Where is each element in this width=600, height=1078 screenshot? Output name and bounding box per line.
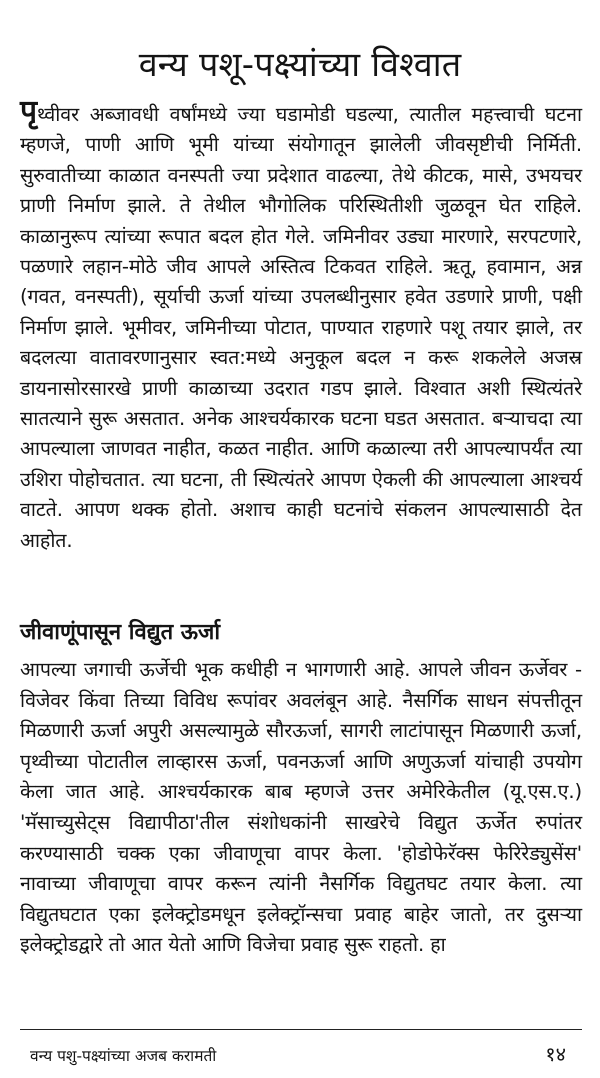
intro-paragraph [20,94,582,556]
page-title: वन्य पशू-पक्ष्यांच्या विश्वात [138,44,462,85]
section-heading: जीवाणूंपासून विद्युत ऊर्जा [20,620,221,645]
page-number: १४ [545,1042,566,1066]
section-paragraph: आपल्या जगाची ऊर्जेची भूक कधीही न भागणारी आहे. आपले जीवन ऊर्जेवर - विजेवर किंवा तिच्या विविध रूपांवर अवलंबून आहे. नैसर्गिक साधन संपत्तीतून मिळणारी ऊर्जा अपुरी असल्यामुळे सौरऊर्जा, सागरी लाटांपासून मिळणारी ऊर्जा, पृथ्वीच्या पोटातील लाव्हारस ऊर्जा, पवनऊर्जा आणि अणुऊर्जा यांचाही उपयोग केला जात आहे. आश्चर्यकारक बाब म्हणजे उत्तर अमेरिकेतील (यू.एस.ए.) 'मॅसाच्युसेट्स विद्यापीठा'तील संशोधकांनी साखरेचे विद्युत ऊर्जेत रुपांतर करण्यासाठी चक्क एका जीवाणूचा वापर केला. 'होडोफेरॅक्स फेरिरेड्युसेंस' नावाच्या जीवाणूचा वापर करून त्यांनी नैसर्गिक विद्युतघट तयार केला. त्या विद्युतघटात एका इलेक्ट्रोडमधून इलेक्ट्रॉन्सचा प्रवाह बाहेर जातो, तर दुसऱ्या इलेक्ट्रोडद्वारे तो आत येतो आणि विजेचा प्रवाह सुरू राहतो. हा [20,658,582,957]
intro-text: थ्वीवर अब्जावधी वर्षांमध्ये ज्या घडामोडी घडल्या, त्यातील महत्त्वाची घटना म्हणजे, पाणी आणि भूमी यांच्या संयोगातून झालेली जीवसृष्टीची निर्मिती. सुरुवातीच्या काळात वनस्पती ज्या प्रदेशात वाढल्या, तेथे कीटक, मासे, उभयचर प्राणी निर्माण झाले. ते तेथील भौगोलिक परिस्थितीशी जुळवून घेत राहिले. काळानुरूप त्यांच्या रूपात बदल होत गेले. जमिनीवर उड्या मारणारे, सरपटणारे, पळणारे लहान-मोठे जीव आपले अस्तित्व टिकवत राहिले. ऋतू, हवामान, अन्न (गवत, वनस्पती), सूर्याची ऊर्जा यांच्या उपलब्धीनुसार हवेत उडणारे प्राणी, पक्षी निर्माण झाले. भूमीवर, जमिनीच्या पोटात, पाण्यात राहणारे पशू तयार झाले, तर बदलत्या वातावरणानुसार स्वत:मध्ये अनुकूल बदल न करू शकलेले अजस्र डायनासोरसारखे प्राणी काळाच्या उदरात गडप झाले. विश्वात अशी स्थित्यंतरे सातत्याने सुरू असतात. अनेक आश्चर्यकारक घटना घडत असतात. बऱ्याचदा त्या आपल्याला जाणवत नाहीत, कळत नाहीत. आणि कळाल्या तरी आपल्यापर्यंत त्या उशिरा पोहोचतात. त्या घटना, ती स्थित्यंतरे आपण ऐकली की आपल्याला आश्चर्य वाटते. आपण थक्क होतो. अशाच काही घटनांचे संकलन आपल्यासाठी देत आहोत. [20,103,582,552]
drop-cap-letter: पृ [20,94,37,129]
footer-divider [20,1029,582,1030]
running-footer-title: वन्य पशु-पक्ष्यांच्या अजब करामती [30,1047,217,1065]
